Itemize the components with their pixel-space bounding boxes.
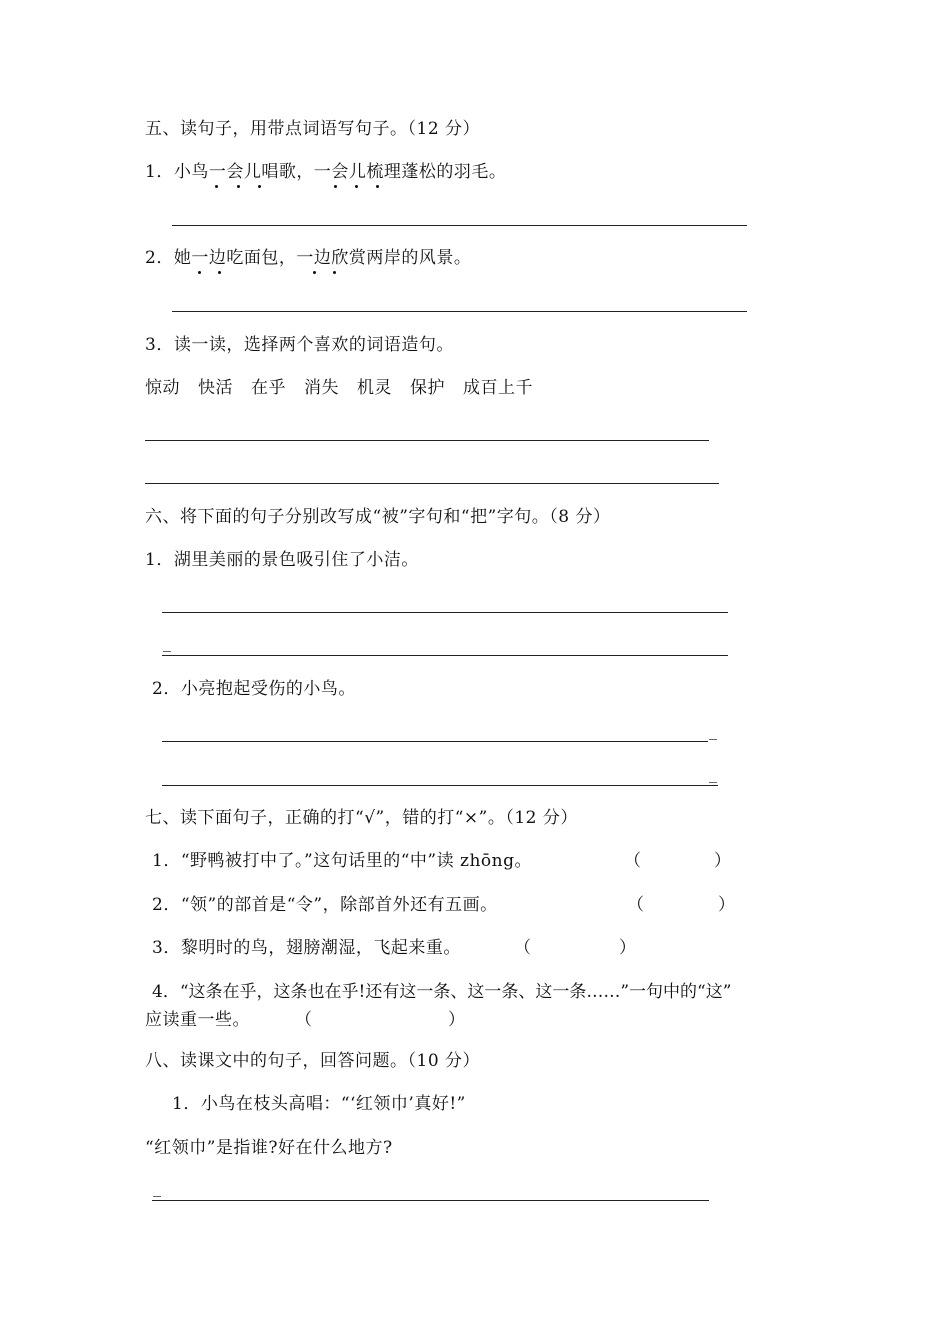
answer-line[interactable] (172, 311, 747, 312)
answer-line[interactable] (162, 741, 708, 742)
emphasis-dot (333, 271, 336, 274)
word-item: 消失 (304, 378, 339, 398)
sec7-question-3: 3．黎明时的鸟，翅膀潮湿，飞起来重。 (152, 938, 461, 958)
word-list (145, 378, 551, 398)
section-8-title: 八、读课文中的句子，回答问题。（10 分） (145, 1051, 481, 1071)
answer-bracket-close: ） (718, 895, 736, 915)
answer-bracket-close: ） (714, 851, 732, 871)
emphasis-dot (313, 271, 316, 274)
answer-line[interactable] (162, 612, 728, 613)
emphasis-dot (215, 185, 218, 188)
section-7-title: 七、读下面句子，正确的打“√”，错的打“×”。（12 分） (145, 808, 578, 828)
answer-bracket-open[interactable]: （ (627, 895, 645, 915)
word-item: 快活 (198, 378, 233, 398)
line-mark (709, 782, 717, 783)
line-mark (163, 651, 171, 652)
sec7-question-4-cont: 应读重一些。 (145, 1010, 250, 1030)
sec8-question-1: 1．小鸟在枝头高唱：“‘红领巾’真好!” (172, 1094, 466, 1114)
word-item: 机灵 (357, 378, 392, 398)
section-6-title: 六、将下面的句子分别改写成“被”字句和“把”字句。（8 分） (145, 507, 611, 527)
emphasis-dot (218, 271, 221, 274)
line-mark (153, 1196, 161, 1197)
answer-bracket-open[interactable]: （ (624, 851, 642, 871)
word-item: 成百上千 (463, 378, 533, 398)
word-item: 保护 (410, 378, 445, 398)
answer-line[interactable] (162, 655, 728, 656)
emphasis-dot (355, 185, 358, 188)
emphasis-dot (237, 185, 240, 188)
answer-bracket-close: ） (448, 1010, 466, 1030)
emphasis-dot (258, 185, 261, 188)
sec5-question-2: 2．她一边吃面包，一边欣赏两岸的风景。 (145, 248, 472, 268)
emphasis-dot (198, 271, 201, 274)
answer-line[interactable] (172, 225, 747, 226)
sec6-question-1: 1．湖里美丽的景色吸引住了小洁。 (145, 550, 419, 570)
line-mark (709, 739, 717, 740)
answer-line[interactable] (152, 1200, 709, 1201)
section-5-title: 五、读句子，用带点词语写句子。（12 分） (145, 119, 481, 139)
answer-bracket-open[interactable]: （ (514, 938, 532, 958)
sec6-question-2: 2．小亮抱起受伤的小鸟。 (152, 679, 356, 699)
sec5-question-3: 3．读一读，选择两个喜欢的词语造句。 (145, 335, 454, 355)
answer-line[interactable] (145, 440, 709, 441)
word-item: 惊动 (145, 378, 180, 398)
sec7-question-1: 1．“野鸭被打中了。”这句话里的“中”读 zhōng。 (152, 851, 532, 871)
word-item: 在乎 (251, 378, 286, 398)
sec8-question-1-prompt: “红领巾”是指谁?好在什么地方? (145, 1138, 393, 1158)
answer-bracket-close: ） (619, 938, 637, 958)
sec5-question-1: 1．小鸟一会儿唱歌，一会儿梳理蓬松的羽毛。 (145, 162, 507, 182)
answer-bracket-open[interactable]: （ (295, 1010, 313, 1030)
emphasis-dot (334, 185, 337, 188)
answer-line[interactable] (145, 483, 719, 484)
emphasis-dot (376, 185, 379, 188)
answer-line[interactable] (162, 785, 718, 786)
sec7-question-4: 4．“这条在乎，这条也在乎!还有这一条、这一条、这一条……”一句中的“这” (152, 982, 732, 1002)
sec7-question-2: 2．“领”的部首是“令”，除部首外还有五画。 (152, 895, 498, 915)
